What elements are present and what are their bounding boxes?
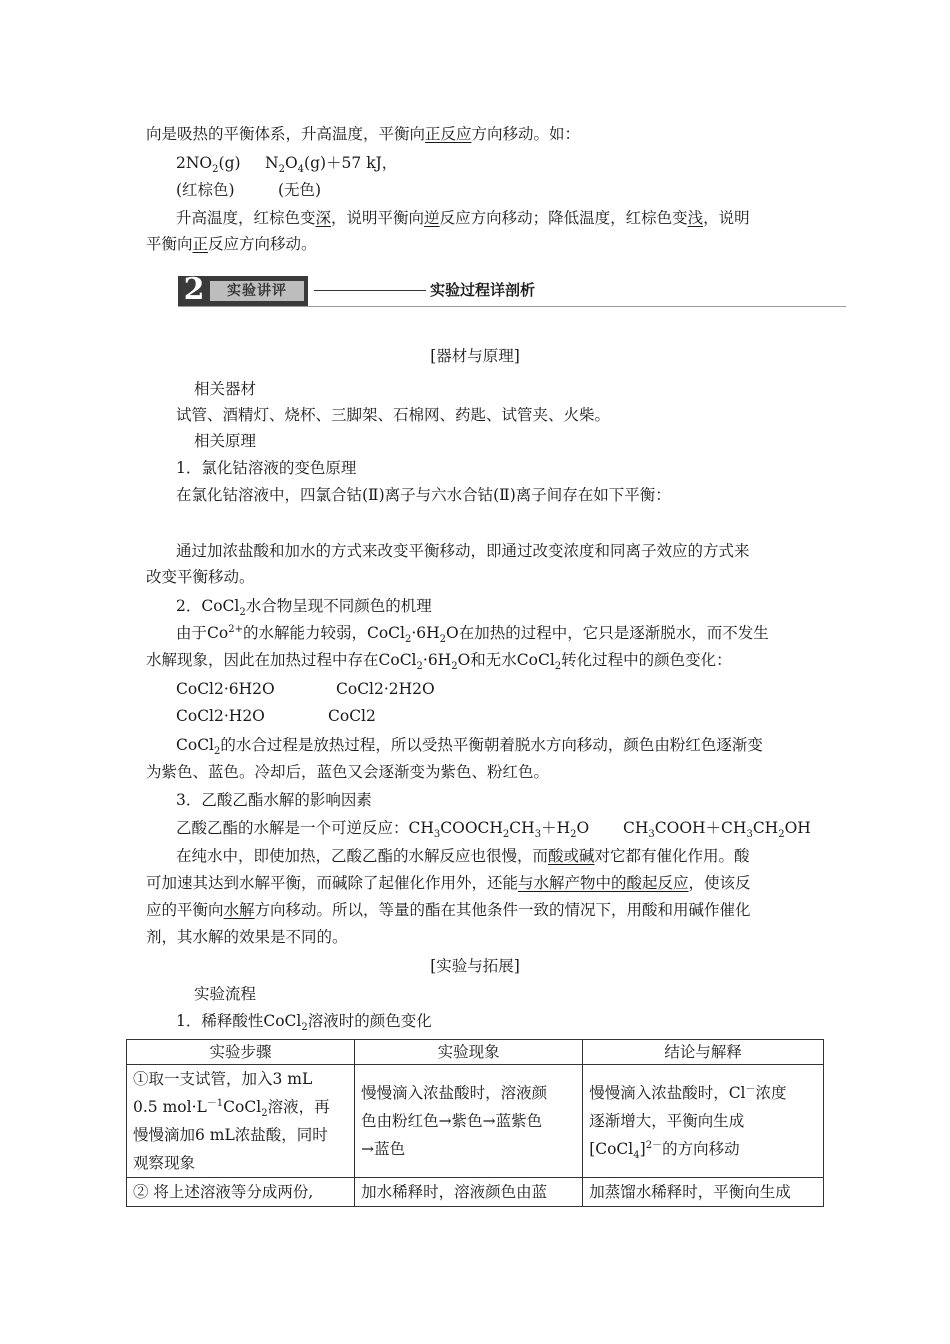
- banner-divider: [178, 306, 846, 307]
- flow-title: 实验流程: [194, 985, 257, 1003]
- item3-paragraph-3: 可加速其达到水解平衡，而碱除了起催化作用外，还能与水解产物中的酸起反应，使该反: [146, 874, 751, 892]
- item3-paragraph-4: 应的平衡向水解方向移动。所以，等量的酯在其他条件一致的情况下，用酸和用碱作催化: [146, 901, 751, 919]
- section-heading-materials: [器材与原理]: [430, 347, 520, 365]
- table-cell-step: ①取一支试管，加入3 mL 0.5 $mol\cdot L^{-1}CoCl_2$溶液，再 慢慢滴加6 mL浓盐酸，同时 观察现象: [127, 1065, 355, 1178]
- formula-hexahydrate: CoCl2·6H2O: [176, 680, 275, 698]
- item2-title: 2．CoCl$_2$水合物呈现不同颜色的机理: [176, 597, 432, 619]
- intro-line-1: 向是吸热的平衡体系，升高温度，平衡向正反应方向移动。如：: [146, 125, 581, 143]
- table-row: [127, 1065, 824, 1178]
- equation-left: $2NO_2(g)$: [176, 154, 241, 176]
- item2-paragraph-3: CoCl$_2$的水合过程是放热过程，所以受热平衡朝着脱水方向移动，颜色由粉红色逐渐变: [176, 736, 763, 758]
- item2-paragraph-2: 水解现象，因此在加热过程中存在$CoCl_2\cdot 6H_2O$和无水CoCl$_2$转化过程中的颜色变化：: [146, 651, 732, 673]
- experiment-table: [126, 1039, 824, 1207]
- item3-paragraph-1: 乙酸乙酯的水解是一个可逆反应：$CH_3COOCH_2CH_3+H_2O$: [176, 819, 590, 841]
- intro-line-2: 升高温度，红棕色变深，说明平衡向逆反应方向移动；降低温度，红棕色变浅，说明: [176, 209, 750, 227]
- formula-anhydrous: CoCl2: [328, 707, 376, 725]
- item3-paragraph-1-products: $CH_3COOH+CH_3CH_2OH$: [623, 819, 811, 841]
- item1-paragraph-2: 改变平衡移动。: [146, 568, 255, 586]
- banner-badge: [178, 272, 308, 307]
- table-header-conclusion: 结论与解释: [583, 1040, 824, 1065]
- table-cell-phenomenon: 加水稀释时，溶液颜色由蓝: [355, 1178, 583, 1207]
- banner-title: 实验过程详剖析: [430, 281, 536, 299]
- banner-rule: [314, 290, 426, 291]
- equipment-list: 试管、酒精灯、烧杯、三脚架、石棉网、药匙、试管夹、火柴。: [176, 406, 611, 424]
- item1-text: 在氯化钴溶液中，四氯合钴(Ⅱ)离子与六水合钴(Ⅱ)离子间存在如下平衡：: [176, 486, 671, 504]
- color-label-left: (红棕色): [176, 181, 235, 199]
- experiment1-title: 1．稀释酸性CoCl$_2$溶液时的颜色变化: [176, 1012, 432, 1034]
- item1-paragraph-1: 通过加浓盐酸和加水的方式来改变平衡移动，即通过改变浓度和同离子效应的方式来: [176, 542, 750, 560]
- item3-paragraph-5: 剂，其水解的效果是不同的。: [146, 928, 348, 946]
- principle-title: 相关原理: [194, 432, 257, 450]
- section-banner: [178, 272, 846, 307]
- intro-line-3: 平衡向正反应方向移动。: [146, 235, 317, 253]
- formula-dihydrate: CoCl2·2H2O: [336, 680, 435, 698]
- section-heading-experiment: [实验与拓展]: [430, 957, 520, 975]
- item2-paragraph-4: 为紫色、蓝色。冷却后，蓝色又会逐渐变为紫色、粉红色。: [146, 763, 550, 781]
- equipment-title: 相关器材: [194, 380, 257, 398]
- banner-number: 2: [183, 272, 205, 307]
- item2-paragraph-1: 由于$Co^{2+}$的水解能力较弱，$CoCl_2\cdot 6H_2O$在加热的过程中，它只是逐渐脱水，而不发生: [176, 623, 769, 646]
- table-cell-step: ② 将上述溶液等分成两份,: [127, 1178, 355, 1207]
- table-header-step: 实验步骤: [127, 1040, 355, 1065]
- table-header-phenomenon: 实验现象: [355, 1040, 583, 1065]
- equation-right: $N_2O_4(g)+57$ kJ，: [265, 154, 398, 176]
- table-cell-conclusion: 慢慢滴入浓盐酸时，Cl－浓度 逐渐增大，平衡向生成 [CoCl$_4$]$^{2-}$的方向移动: [583, 1065, 824, 1178]
- banner-label: 实验讲评: [210, 281, 304, 301]
- item3-paragraph-2: 在纯水中，即使加热，乙酸乙酯的水解反应也很慢，而酸或碱对它都有催化作用。酸: [176, 847, 750, 865]
- table-header-row: [127, 1040, 824, 1065]
- table-cell-phenomenon: 慢慢滴入浓盐酸时，溶液颜 色由粉红色→紫色→蓝紫色 →蓝色: [355, 1065, 583, 1178]
- table-row: [127, 1178, 824, 1207]
- color-label-right: (无色): [278, 181, 322, 199]
- table-cell-conclusion: 加蒸馏水稀释时，平衡向生成: [583, 1178, 824, 1207]
- item3-title: 3．乙酸乙酯水解的影响因素: [176, 791, 372, 809]
- formula-monohydrate: CoCl2·H2O: [176, 707, 265, 725]
- item1-title: 1．氯化钴溶液的变色原理: [176, 459, 357, 477]
